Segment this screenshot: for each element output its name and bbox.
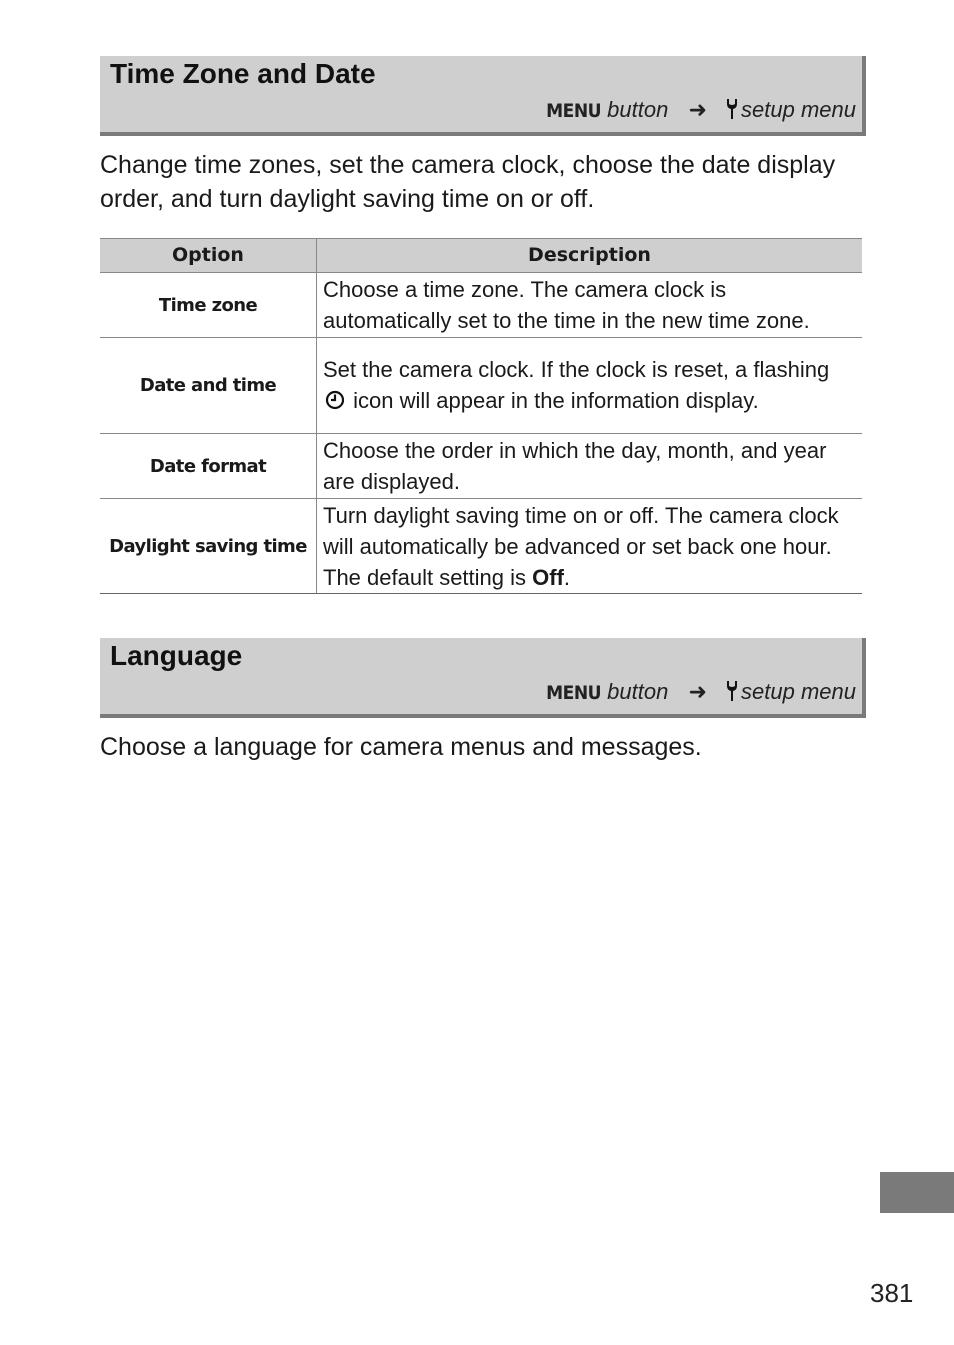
- table-row: [100, 434, 862, 499]
- option-name: Date and time: [100, 338, 317, 434]
- option-name: Daylight saving time: [100, 499, 317, 594]
- options-table: [100, 238, 862, 594]
- description-part: .: [563, 564, 571, 590]
- table-header-row: [100, 239, 862, 273]
- option-name: Time zone: [100, 273, 317, 338]
- setup-menu-label: setup menu: [741, 97, 856, 122]
- column-header-option: Option: [100, 239, 317, 273]
- default-value: Off: [532, 564, 564, 590]
- page-number: 381: [870, 1278, 914, 1308]
- section-header-time-zone-and-date: [100, 56, 866, 136]
- arrow-icon: ➜: [688, 97, 707, 122]
- wrench-icon: [725, 680, 739, 708]
- description-part: Set the camera clock. If the clock is reset, a flashing: [323, 356, 830, 382]
- section-intro: Change time zones, set the camera clock, choose the date display order, and turn daylight saving time on or off.: [100, 151, 836, 213]
- description-part: Turn daylight saving time on or off. The camera clock will automatically be advanced or set back one hour. The default setting is: [323, 502, 839, 590]
- section-header-language: [100, 638, 866, 718]
- column-header-description: Description: [317, 239, 863, 273]
- button-label: button: [607, 679, 669, 704]
- option-name: Date format: [100, 434, 317, 499]
- wrench-icon: [725, 98, 739, 126]
- section-title: Time Zone and Date: [110, 58, 376, 89]
- setup-menu-label: setup menu: [741, 679, 856, 704]
- table-row: [100, 273, 862, 338]
- menu-path: [546, 97, 856, 126]
- table-row: [100, 499, 862, 594]
- menu-key-label: MENU: [546, 100, 602, 122]
- option-description: [317, 499, 863, 594]
- clock-icon: [325, 387, 345, 418]
- button-label: button: [607, 97, 669, 122]
- chapter-tab-marker: [880, 1172, 954, 1213]
- option-description: [317, 338, 863, 434]
- section-title: Language: [110, 640, 243, 671]
- arrow-icon: ➜: [688, 679, 707, 704]
- option-description: Choose the order in which the day, month, and year are displayed.: [317, 434, 863, 499]
- menu-path: [546, 679, 856, 708]
- menu-key-label: MENU: [546, 682, 602, 704]
- description-part: icon will appear in the information display.: [353, 387, 759, 413]
- section-intro: Choose a language for camera menus and messages.: [100, 733, 702, 761]
- option-description: Choose a time zone. The camera clock is automatically set to the time in the new time zone.: [317, 273, 863, 338]
- table-row: [100, 338, 862, 434]
